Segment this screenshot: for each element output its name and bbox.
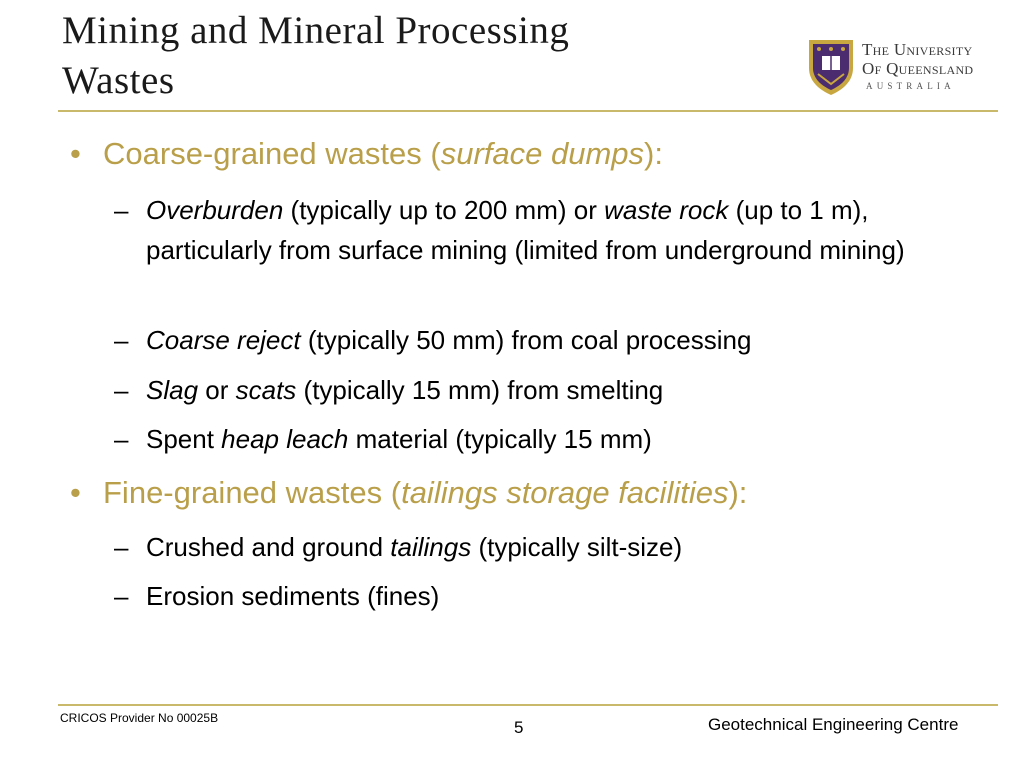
bullet-text: Coarse-grained wastes (surface dumps): (103, 136, 663, 171)
sub-bullet-text: Crushed and ground tailings (typically silt-size) (146, 532, 683, 562)
footer-divider (58, 704, 998, 706)
crest-icon (806, 38, 856, 96)
sub-bullet-text: Overburden (typically up to 200 mm) or waste rock (up to 1 m), particularly from surface mining (limited from underground mining) (146, 195, 905, 265)
footer-centre-name: Geotechnical Engineering Centre (708, 715, 959, 734)
title-line-2: Wastes (62, 59, 175, 102)
sub-bullet-heap-leach: – Spent heap leach material (typically 15 mm) (114, 419, 974, 459)
logo-line-2: Of Queensland (862, 59, 974, 78)
slide-title (62, 6, 742, 106)
sub-bullet-tailings: – Crushed and ground tailings (typically silt-size) (114, 527, 974, 567)
sub-bullet-text: Slag or scats (typically 15 mm) from smelting (146, 375, 664, 405)
sub-bullet-text: Erosion sediments (fines) (146, 581, 440, 611)
sub-bullet-coarse-reject: – Coarse reject (typically 50 mm) from coal processing (114, 320, 974, 360)
sub-bullet-erosion: – Erosion sediments (fines) (114, 576, 974, 616)
title-line-1: Mining and Mineral Processing (62, 9, 570, 52)
header-divider (58, 110, 998, 112)
sub-bullet-text: Coarse reject (typically 50 mm) from coal processing (146, 325, 752, 355)
sub-bullet-overburden: – Overburden (typically up to 200 mm) or waste rock (up to 1 m), particularly from surface mining (limited from underground mining) (114, 190, 974, 270)
logo-line-3: AUSTRALIA (866, 81, 955, 91)
logo-wordmark (862, 40, 1012, 91)
footer-cricos: CRICOS Provider No 00025B (60, 711, 219, 725)
sub-bullet-slag: – Slag or scats (typically 15 mm) from smelting (114, 370, 974, 410)
slide: Mining and Mineral Processing Wastes The University Of Queensland AUSTRALIA • Coarse-grained wastes (surface dumps): – Overburden (typically up to 200 mm) or waste rock (up to 1 m), particularly from surface mining (limited from underground mining) – Coarse reject (typically 50 mm) from coal processing – Slag or scats (typically 15 mm) from smelting – Spent heap leach material (typically 15 mm) • Fine-grained wastes (tailings storage facilities): – Crushed and ground tailings (typically silt-size) – Erosion sediments (fines) CRICOS Provider No 00025B 5 Geotechnical Engineering Centre (0, 0, 1024, 768)
logo-line-1: The University (862, 40, 973, 59)
sub-bullet-text: Spent heap leach material (typically 15 mm) (146, 424, 652, 454)
page-number: 5 (514, 718, 524, 737)
bullet-text: Fine-grained wastes (tailings storage facilities): (103, 475, 748, 510)
university-logo (806, 38, 1006, 100)
